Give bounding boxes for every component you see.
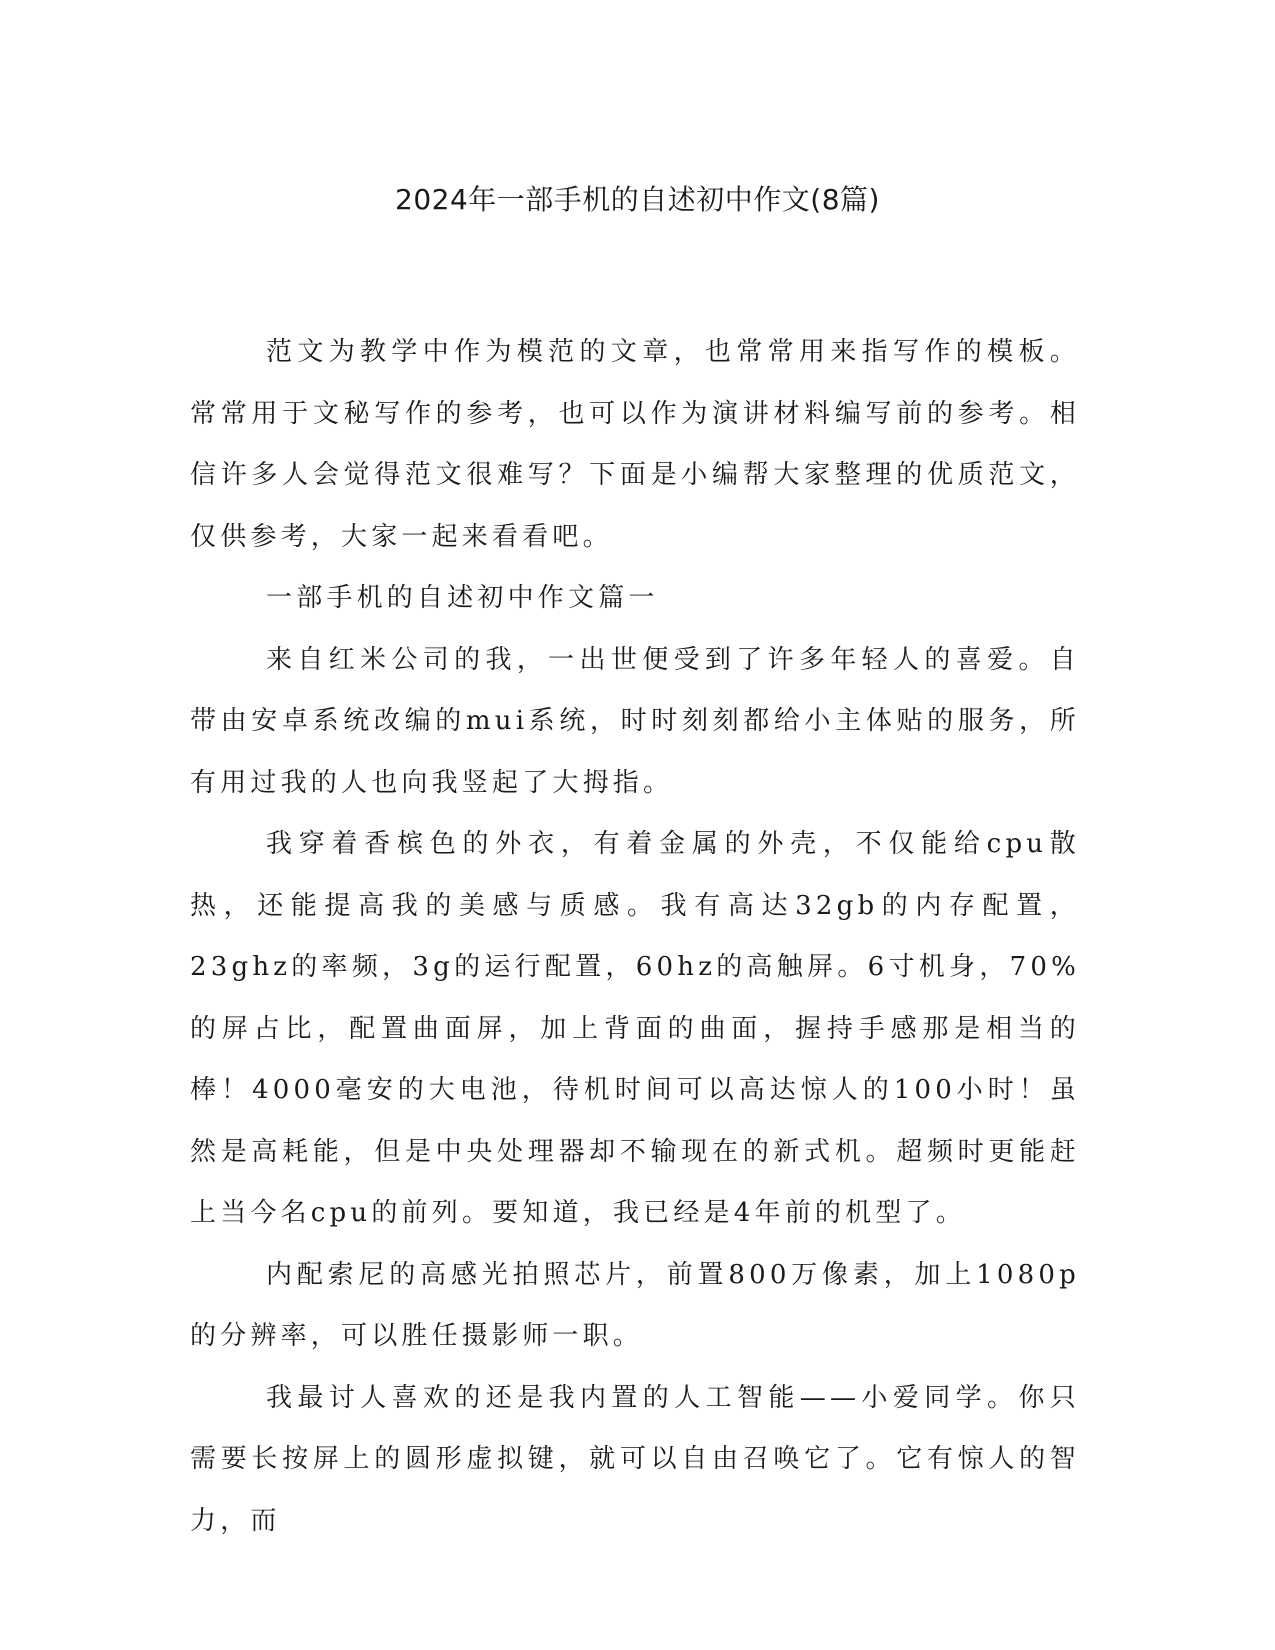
paragraph: 我穿着香槟色的外衣，有着金属的外壳，不仅能给cpu散热，还能提高我的美感与质感。我有高达32gb的内存配置，23ghz的率频，3g的运行配置，60hz的高触屏。6寸机身，70%的屏占比，配置曲面屏，加上背面的曲面，握持手感那是相当的棒！4000毫安的大电池，待机时间可以高达惊人的100小时！虽然是高耗能，但是中央处理器却不输现在的新式机。超频时更能赶上当今名cpu的前列。要知道，我已经是4年前的机型了。 (190, 829, 1080, 1228)
paragraph: 来自红米公司的我，一出世便受到了许多年轻人的喜爱。自带由安卓系统改编的mui系统，时时刻刻都给小主体贴的服务，所有用过我的人也向我竖起了大拇指。 (190, 644, 1080, 798)
section-heading: 一部手机的自述初中作文篇一 (266, 583, 659, 613)
document-body (190, 322, 1080, 1552)
document-title: 2024年一部手机的自述初中作文(8篇) (395, 183, 880, 216)
paragraph: 内配索尼的高感光拍照芯片，前置800万像素，加上1080p的分辨率，可以胜任摄影师一职。 (190, 1259, 1080, 1351)
paragraph: 我最讨人喜欢的还是我内置的人工智能——小爱同学。你只需要长按屏上的圆形虚拟键，就可以自由召唤它了。它有惊人的智力，而 (190, 1382, 1080, 1536)
paragraph-intro: 范文为教学中作为模范的文章，也常常用来指写作的模板。常常用于文秘写作的参考，也可以作为演讲材料编写前的参考。相信许多人会觉得范文很难写？下面是小编帮大家整理的优质范文，仅供参考，大家一起来看看吧。 (190, 337, 1080, 552)
